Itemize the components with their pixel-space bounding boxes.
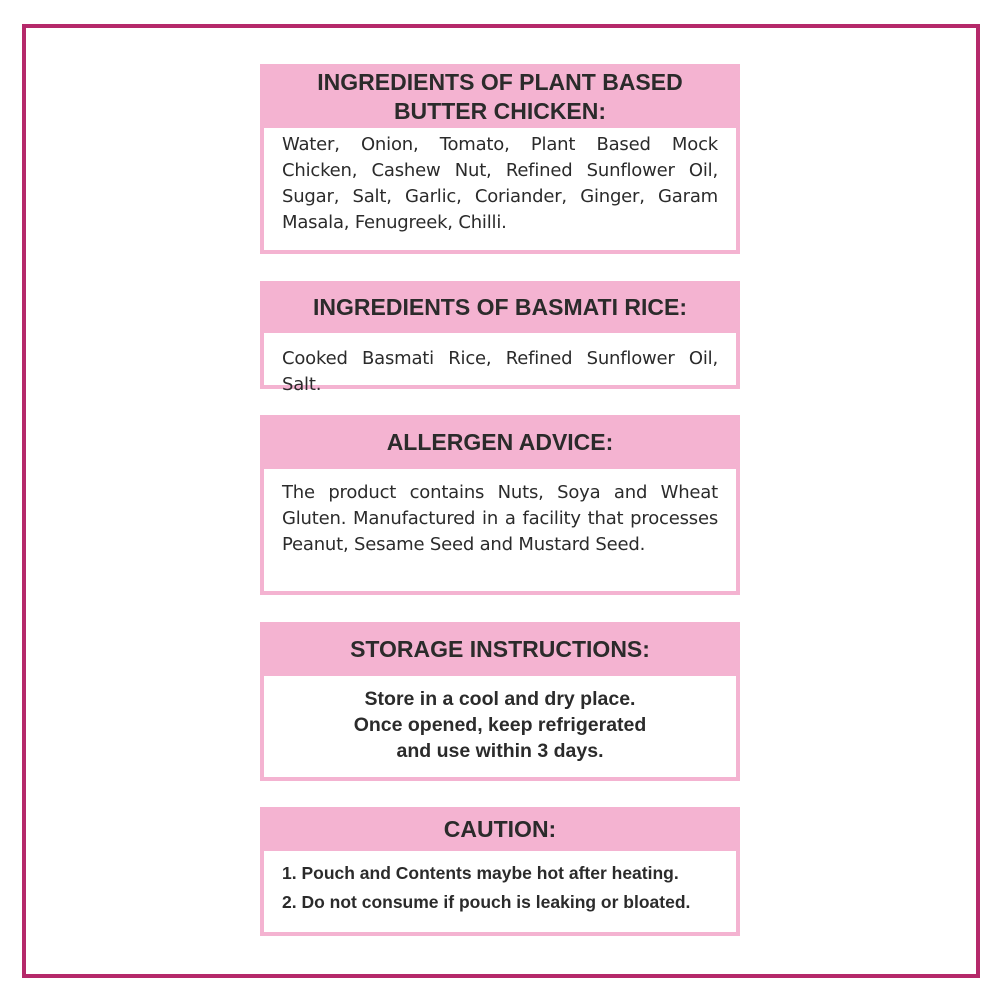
panel-title-line: BUTTER CHICKEN:	[393, 98, 607, 124]
panel-title-line: STORAGE INSTRUCTIONS:	[350, 635, 650, 662]
panel-title	[260, 281, 740, 333]
storage-line: Store in a cool and dry place.	[364, 688, 636, 710]
butter-chicken-ingredients-panel	[260, 64, 740, 254]
panel-title	[260, 415, 740, 469]
panel-title-line: INGREDIENTS OF PLANT BASED	[317, 69, 683, 95]
panel-title-line: ALLERGEN ADVICE:	[386, 428, 614, 455]
butter-chicken-ingredients-text: Water, Onion, Tomato, Plant Based Mock Chicken, Cashew Nut, Refined Sunflower Oil, Sugar, Salt, Garlic, Coriander, Ginger, Garam Masala, Fenugreek, Chilli.	[264, 128, 736, 250]
panel-title	[260, 807, 740, 851]
allergen-advice-text: The product contains Nuts, Soya and Wheat Gluten. Manufactured in a facility that processes Peanut, Sesame Seed and Mustard Seed.	[264, 469, 736, 591]
storage-instructions-text	[264, 676, 736, 777]
basmati-rice-ingredients-text: Cooked Basmati Rice, Refined Sunflower Oil, Salt.	[264, 333, 736, 385]
allergen-advice-panel	[260, 415, 740, 595]
panel-title	[260, 64, 740, 128]
caution-text	[264, 851, 736, 932]
panel-title-line: INGREDIENTS OF BASMATI RICE:	[313, 293, 687, 320]
basmati-rice-ingredients-panel	[260, 281, 740, 395]
caution-panel	[260, 807, 740, 936]
storage-line: Once opened, keep refrigerated	[353, 714, 647, 736]
caution-item: 2. Do not consume if pouch is leaking or bloated.	[282, 892, 691, 912]
storage-line: and use within 3 days.	[396, 740, 604, 762]
panel-title	[260, 622, 740, 676]
caution-item: 1. Pouch and Contents maybe hot after heating.	[282, 863, 679, 883]
panel-title-line: CAUTION:	[443, 815, 557, 842]
storage-instructions-panel	[260, 622, 740, 781]
